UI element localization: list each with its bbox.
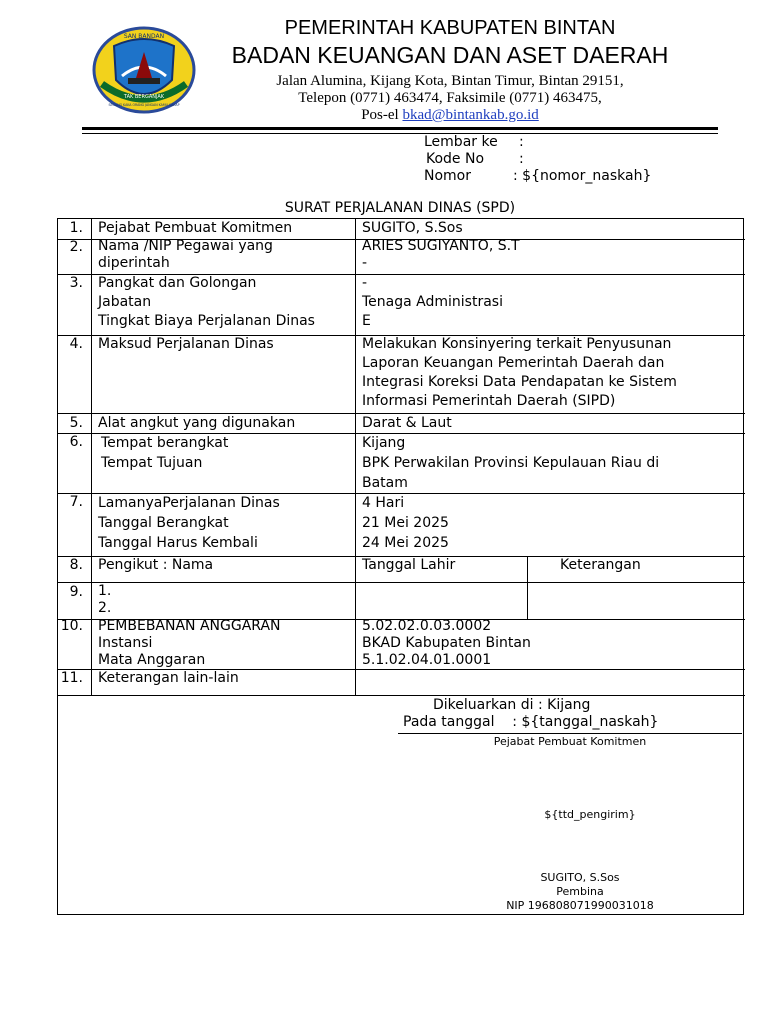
- row-8-label: Pengikut : Nama: [98, 557, 214, 573]
- lembar-value: :: [519, 134, 524, 150]
- agency-title: BADAN KEUANGAN DAN ASET DAERAH: [231, 42, 669, 68]
- row-4-value: Melakukan Konsinyering terkait Penyusunan Laporan Keuangan Pemerintah Daerah dan Integrasi Koreksi Data Pendapatan ke Sistem Informasi Pemerintah Daerah (SIPD): [362, 336, 677, 409]
- row-10-label: PEMBEBANAN ANGGARAN Instansi Mata Anggaran: [98, 618, 281, 668]
- signer-name: SUGITO, S.Sos: [540, 871, 620, 884]
- row-11-number: 11.: [60, 670, 83, 686]
- row-2-value: ARIES SUGIYANTO, S.T -: [362, 238, 520, 271]
- spd-table: [57, 218, 744, 915]
- row-1-label: Pejabat Pembuat Komitmen: [98, 220, 293, 236]
- kode-label: Kode No: [426, 151, 485, 167]
- row-8-number: 8.: [69, 557, 83, 573]
- row-2-number: 2.: [69, 239, 83, 255]
- row-8-value: Tanggal Lahir: [362, 557, 456, 573]
- row-10-number: 10.: [60, 618, 83, 634]
- logo-text-top: SAN BANDAN: [123, 33, 165, 40]
- row-7-label: LamanyaPerjalanan Dinas Tanggal Berangkat Tanggal Harus Kembali: [98, 495, 280, 551]
- row-7-number: 7.: [69, 494, 83, 510]
- row-6-number: 6.: [69, 434, 83, 450]
- logo-text-bottom: TAK BERGANJAK: [123, 94, 165, 100]
- row-3-number: 3.: [69, 275, 83, 291]
- row-4-number: 4.: [69, 336, 83, 352]
- signature-placeholder: ${ttd_pengirim}: [544, 808, 636, 821]
- row-8-extra: Keterangan: [560, 557, 641, 573]
- row-1-number: 1.: [69, 220, 83, 236]
- lembar-label: Lembar ke: [424, 134, 498, 150]
- issued-date: Pada tanggal : ${tanggal_naskah}: [403, 714, 659, 730]
- nomor-label: Nomor: [424, 168, 471, 184]
- row-6-label: Tempat berangkat Tempat Tujuan: [101, 435, 229, 471]
- email-prefix: Pos-el: [361, 107, 403, 123]
- row-3-value: - Tenaga Administrasi E: [362, 275, 503, 329]
- logo-text-motto: SEGANG KAKA ORANG JANGAN KAMU CAKAP: [108, 103, 180, 107]
- kode-value: :: [519, 151, 524, 167]
- nomor-value: : ${nomor_naskah}: [513, 168, 652, 184]
- email-link[interactable]: bkad@bintankab.go.id: [402, 107, 539, 123]
- row-11-label: Keterangan lain-lain: [98, 670, 239, 686]
- row-7-value: 4 Hari 21 Mei 2025 24 Mei 2025: [362, 495, 449, 551]
- row-2-label: Nama /NIP Pegawai yang diperintah: [98, 238, 273, 271]
- agency-address: Jalan Alumina, Kijang Kota, Bintan Timur, Bintan 29151,: [276, 73, 624, 89]
- government-title: PEMERINTAH KABUPATEN BINTAN: [284, 17, 616, 39]
- signer-nip: NIP 196808071990031018: [506, 899, 654, 912]
- issued-at: Dikeluarkan di : Kijang: [433, 697, 591, 713]
- signer-role: Pejabat Pembuat Komitmen: [493, 735, 647, 748]
- row-9-number: 9.: [69, 584, 83, 600]
- document-title: SURAT PERJALANAN DINAS (SPD): [284, 200, 516, 216]
- row-4-label: Maksud Perjalanan Dinas: [98, 336, 274, 352]
- signer-rank: Pembina: [556, 885, 604, 898]
- row-5-value: Darat & Laut: [362, 415, 452, 431]
- letterhead-rule-thick: [82, 127, 718, 130]
- row-10-value: 5.02.02.0.03.0002 BKAD Kabupaten Bintan 5.1.02.04.01.0001: [362, 618, 531, 668]
- row-5-label: Alat angkut yang digunakan: [98, 415, 296, 431]
- row-1-value: SUGITO, S.Sos: [362, 220, 463, 236]
- signature-separator: [398, 733, 742, 734]
- row-6-value: Kijang BPK Perwakilan Provinsi Kepulauan Riau di Batam: [362, 435, 660, 491]
- row-3-label: Pangkat dan Golongan Jabatan Tingkat Biaya Perjalanan Dinas: [98, 275, 315, 329]
- letterhead-rule-thin: [82, 133, 718, 134]
- agency-email-line: [200, 106, 700, 124]
- bintan-regency-logo: [92, 18, 196, 122]
- agency-phone: Telepon (0771) 463474, Faksimile (0771) 463475,: [298, 90, 602, 106]
- row-5-number: 5.: [69, 415, 83, 431]
- row-9-label: 1. 2.: [98, 583, 112, 616]
